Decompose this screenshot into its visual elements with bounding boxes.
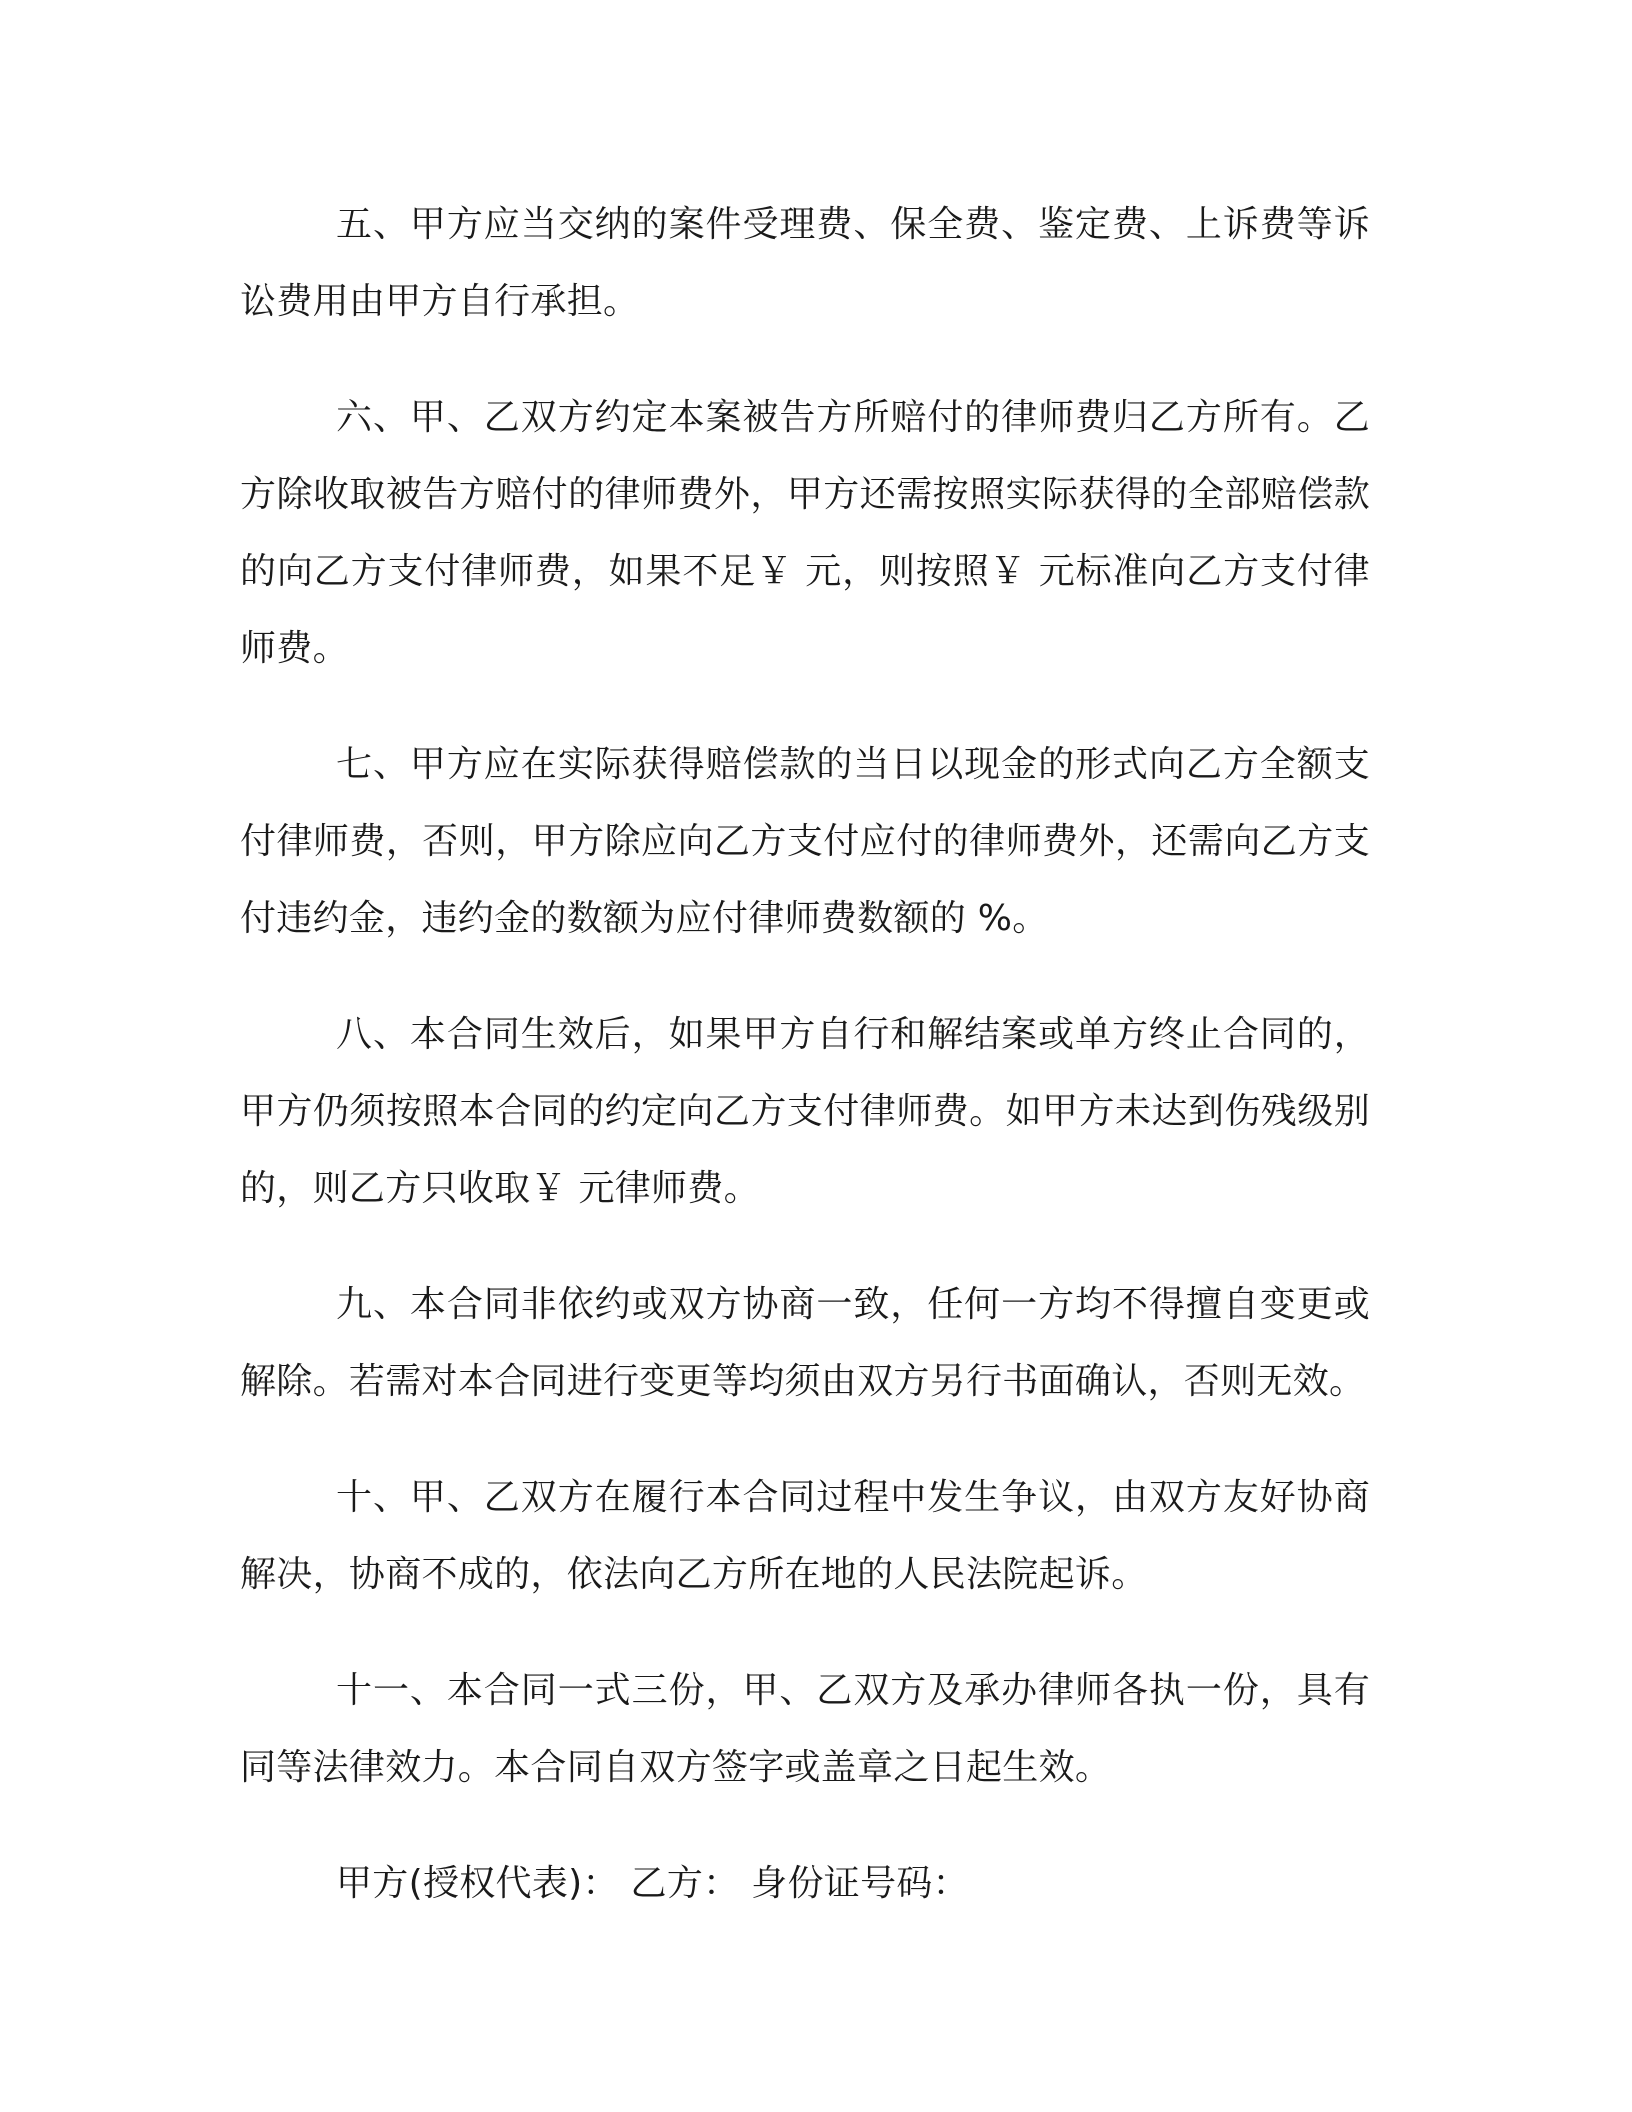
clause-5: 五、甲方应当交纳的案件受理费、保全费、鉴定费、上诉费等诉讼费用由甲方自行承担。 (240, 204, 1370, 322)
signature-line: 甲方(授权代表)： 乙方： 身份证号码： (336, 1863, 969, 1904)
clause-6: 六、甲、乙双方约定本案被告方所赔付的律师费归乙方所有。乙方除收取被告方赔付的律师费外，甲方还需按照实际获得的全部赔偿款的向乙方支付律师费，如果不足￥ 元，则按照￥ 元标准向乙方支付律师费。 (240, 397, 1370, 669)
clause-11: 十一、本合同一式三份，甲、乙双方及承办律师各执一份，具有同等法律效力。本合同自双方签字或盖章之日起生效。 (240, 1670, 1370, 1788)
clause-7: 七、甲方应在实际获得赔偿款的当日以现金的形式向乙方全额支付律师费，否则，甲方除应向乙方支付应付的律师费外，还需向乙方支付违约金，违约金的数额为应付律师费数额的 %。 (240, 744, 1370, 939)
clause-9: 九、本合同非依约或双方协商一致，任何一方均不得擅自变更或解除。若需对本合同进行变更等均须由双方另行书面确认，否则无效。 (240, 1284, 1370, 1402)
clause-10: 十、甲、乙双方在履行本合同过程中发生争议，由双方友好协商解决，协商不成的，依法向乙方所在地的人民法院起诉。 (240, 1477, 1370, 1595)
clause-8: 八、本合同生效后，如果甲方自行和解结案或单方终止合同的，甲方仍须按照本合同的约定向乙方支付律师费。如甲方未达到伤残级别的，则乙方只收取￥ 元律师费。 (240, 1014, 1370, 1209)
document-body (240, 186, 1370, 1961)
